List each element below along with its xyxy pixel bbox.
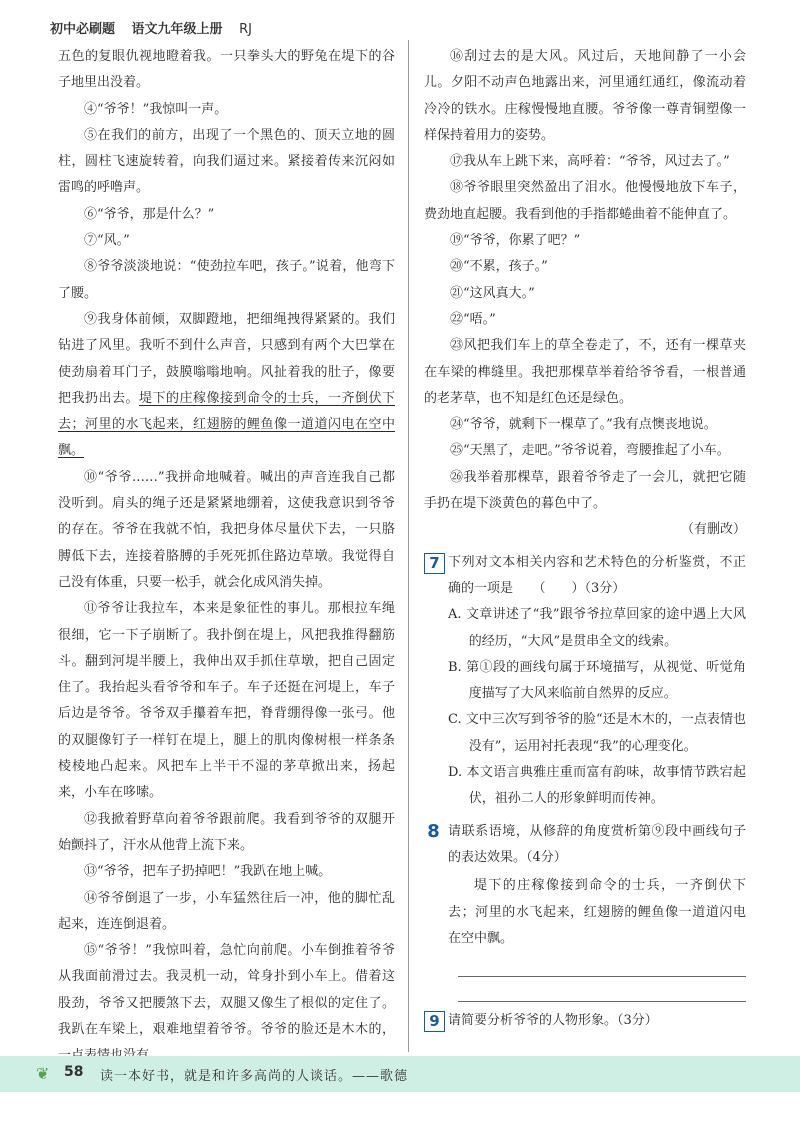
paragraph-continued: 五色的复眼仇视地瞪着我。一只拳头大的野兔在堤下的谷子地里出没着。 <box>58 49 395 91</box>
left-column <box>58 44 395 1070</box>
question-7-option-d: D. 本文语言典雅庄重而富有韵味，故事情节跌宕起伏，祖孙二人的形象鲜明而传神。 <box>448 765 746 807</box>
paragraph-4: ④“爷爷！”我惊叫一声。 <box>84 101 228 117</box>
answer-line[interactable] <box>458 977 746 1002</box>
paragraph-5: ⑤在我们的前方，出现了一个黑色的、顶天立地的圆柱，圆柱飞速旋转着，向我们逼过来。紧接着传来沉闷如雷鸣的呼噜声。 <box>58 127 395 196</box>
edition-label: RJ <box>239 22 252 37</box>
right-column <box>424 44 746 1084</box>
paragraph-15: ⑮“爷爷！”我惊叫着，急忙向前爬。小车倒推着爷爷从我面前滑过去。我灵机一动，耸身扑到小车上。借着这股劲，爷爷又把腰煞下去，双腿又像生了根似的定住了。我趴在车梁上，艰难地望着爷爷。爷爷的脸还是木木的， <box>58 943 395 1037</box>
question-7-stem: 下列对文本相关内容和艺术特色的分析鉴赏，不正确的一项是 （ ）（3分） <box>448 554 746 596</box>
question-8 <box>424 819 746 1002</box>
paragraph-6: ⑥“爷爷，那是什么？” <box>84 206 215 222</box>
page-footer <box>0 1056 800 1092</box>
paragraph-8: ⑧爷爷淡淡地说：“使劲拉车吧，孩子。”说着，他弯下了腰。 <box>58 259 395 301</box>
paragraph-19: ⑲“爷爷，你累了吧？” <box>450 233 581 249</box>
question-7-option-b: B. 第①段的画线句属于环境描写，从视觉、听觉角度描写了大风来临前自然界的反应。 <box>448 659 746 702</box>
question-9-stem: 请简要分析爷爷的人物形象。（3分） <box>448 1013 658 1029</box>
question-8-number: 8 <box>424 822 443 841</box>
question-8-quote: 堤下的庄稼像接到命令的士兵，一齐倒伏下去；河里的水飞起来，红翅膀的鲤鱼像一道道闪电在空中飘。 <box>448 878 746 946</box>
leaf-icon: ❦ <box>36 1064 50 1083</box>
paragraph-13: ⑬“爷爷，把车子扔掉吧！”我趴在地上喊。 <box>84 864 332 880</box>
question-8-stem: 请联系语境，从修辞的角度赏析第⑨段中画线句子的表达效果。（4分） <box>448 823 746 865</box>
paragraph-25: ㉕“天黑了，走吧。”爷爷说着，弯腰推起了小车。 <box>450 443 730 459</box>
paragraph-9-text: ⑨我身体前倾，双脚蹬地，把细绳拽得紧紧的。我们钻进了风里。我听不到什么声音，只感到有两个大巴掌在使劲扇着耳门子，鼓膜嗡嗡地响。风扯着我的肚子，像要把我扔出去。 <box>58 311 395 406</box>
paragraph-26: ㉖我举着那棵草，跟着爷爷走了一会儿，就把它随手扔在堤下淡黄色的暮色中了。 <box>424 469 746 512</box>
paragraph-7: ⑦“风。” <box>84 233 130 249</box>
question-9-number: 9 <box>424 1011 445 1032</box>
answer-line[interactable] <box>458 952 746 977</box>
paragraph-22: ㉒“唔。” <box>450 311 496 327</box>
paragraph-23: ㉓风把我们车上的草全卷走了，不，还有一棵草夹在车梁的榫缝里。我把那棵草举着给爷爷看，一根普通的老茅草，也不知是红色还是绿色。 <box>424 338 746 406</box>
question-7-option-c: C. 文中三次写到爷爷的脸“还是木木的，一点表情也没有”，运用衬托表现“我”的心理变化。 <box>448 712 746 754</box>
page-header <box>50 18 264 37</box>
paragraph-24: ㉔“爷爷，就剩下一棵草了。”我有点懊丧地说。 <box>450 417 717 433</box>
paragraph-9 <box>58 307 395 465</box>
series-name: 初中必刷题 <box>50 22 116 37</box>
question-7 <box>424 550 746 813</box>
paragraph-20: ⑳“不累，孩子。” <box>450 259 548 275</box>
paragraph-21: ㉑“这风真大。” <box>450 285 535 301</box>
paragraph-17: ⑰我从车上跳下来，高呼着：“爷爷，风过去了。” <box>450 154 730 170</box>
question-7-option-a: A. 文章讲述了“我”跟爷爷拉草回家的途中遇上大风的经历，“大风”是贯串全文的线索。 <box>448 607 746 649</box>
source-note: （有删改） <box>680 522 746 538</box>
column-divider <box>408 40 409 1052</box>
paragraph-10: ⑩“爷爷……”我拼命地喊着。喊出的声音连我自己都没听到。肩头的绳子还是紧紧地绷着，这使我意识到爷爷的存在。爷爷在我就不怕，我把身体尽量伏下去，一只胳膊低下去，连接着胳膊的手死死抓住路边草墩。我觉得自己没有体重，只要一松手，就会化成风消失掉。 <box>58 469 395 590</box>
page-number: 58 <box>64 1064 84 1080</box>
book-title: 语文九年级上册 <box>131 22 223 37</box>
paragraph-11: ⑪爷爷让我拉车，本来是象征性的事儿。那根拉车绳很细，它一下子崩断了。我扑倒在堤上，风把我推得翻筋斗。翻到河堤半腰上，我伸出双手抓住草墩，把自己固定住了。我抬起头看爷爷和车子。车子还挺在河堤上，车子后边是爷爷。爷爷双手攥着车把，脊背绷得像一张弓。他的双腿像钉子一样钉在堤上，腿上的肌肉像树根一样条条棱棱地凸起来。风把车上半干不湿的茅草掀出来，扬起来，小车在哆嗦。 <box>58 601 395 801</box>
paragraph-18: ⑱爷爷眼里突然盈出了泪水。他慢慢地放下车子，费劲地直起腰。我看到他的手指都蜷曲着不能伸直了。 <box>424 180 746 222</box>
paragraph-14: ⑭爷爷倒退了一步，小车猛然往后一冲，他的脚忙乱起来，连连倒退着。 <box>58 890 395 932</box>
footer-quote: 读一本好书，就是和许多高尚的人谈话。——歌德 <box>100 1069 409 1084</box>
paragraph-16: ⑯刮过去的是大风。风过后，天地间静了一小会儿。夕阳不动声色地露出来，河里通红通红，像流动着冷冷的铁水。庄稼慢慢地直腰。爷爷像一尊青铜塑像一样保持着用力的姿势。 <box>424 49 746 143</box>
paragraph-12: ⑫我掀着野草向着爷爷跟前爬。我看到爷爷的双腿开始颤抖了，汗水从他背上流下来。 <box>58 811 395 853</box>
question-7-number: 7 <box>424 553 445 574</box>
underlined-sentence: 堤下的庄稼像接到命令的士兵，一齐倒伏下去；河里的水飞起来，红翅膀的鲤鱼像一道道闪电在空中飘。 <box>58 390 395 459</box>
